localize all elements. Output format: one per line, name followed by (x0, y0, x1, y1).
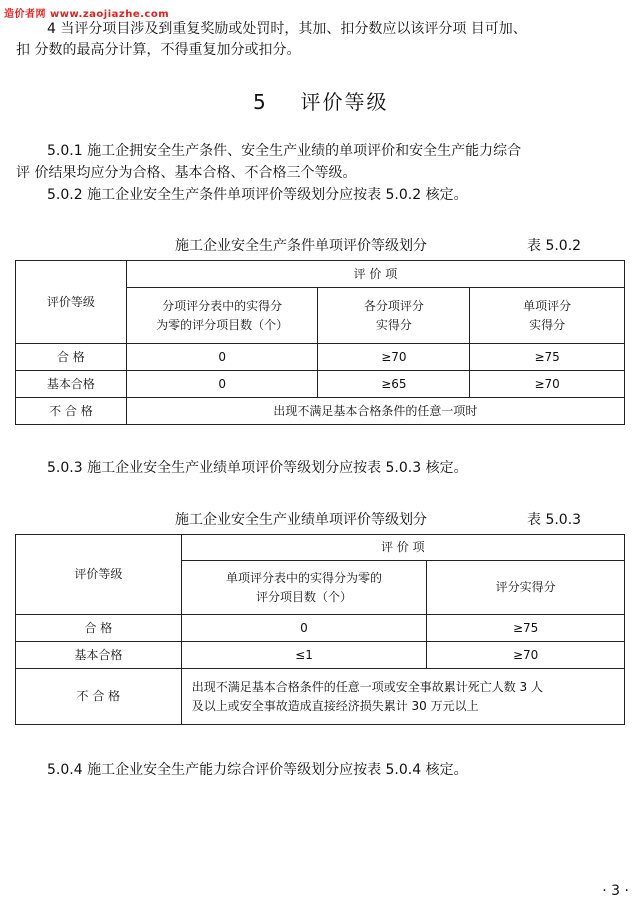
grade-cell: 基本合格 (16, 642, 182, 669)
table-row (16, 642, 625, 669)
table-cell: ≥70 (470, 371, 625, 398)
section-title: 评价等级 (300, 90, 389, 114)
table1-header-grade: 评价等级 (16, 261, 127, 344)
grade-cell: 基本合格 (16, 371, 127, 398)
table1-caption: 施工企业安全生产条件单项评价等级划分 (175, 238, 427, 254)
section-number: 5 (253, 90, 268, 114)
table-cell: 出现不满足基本合格条件的任意一项时 (126, 398, 624, 425)
p504: 5.0.4 施工企业安全生产能力综合评价等级划分应按表 5.0.4 核定。 (47, 762, 468, 778)
p503: 5.0.3 施工企业安全生产业绩单项评价等级划分应按表 5.0.3 核定。 (47, 460, 468, 476)
p502: 5.0.2 施工企业安全生产条件单项评价等级划分应按表 5.0.2 核定。 (47, 187, 468, 203)
table1-header-sub2: 各分项评分 实得分 (318, 288, 470, 344)
table-cell: 0 (126, 344, 318, 371)
table2-header-sub1: 单项评分表中的实得分为零的 评分项目数（个） (181, 561, 427, 615)
grade-cell: 合 格 (16, 615, 182, 642)
table-cell: ≥75 (470, 344, 625, 371)
grade-cell: 不 合 格 (16, 398, 127, 425)
table-row (16, 371, 625, 398)
table-cell: ≥75 (427, 615, 625, 642)
table1-number: 表 5.0.2 (527, 238, 582, 254)
table1-header-sub1: 分项评分表中的实得分 为零的评分项目数（个） (126, 288, 318, 344)
table1-header-sub3: 单项评分 实得分 (470, 288, 625, 344)
grade-cell: 合 格 (16, 344, 127, 371)
table-cell: 0 (126, 371, 318, 398)
section-heading (253, 86, 388, 115)
table-row (16, 398, 625, 425)
table2-caption: 施工企业安全生产业绩单项评价等级划分 (175, 512, 427, 528)
table1 (15, 260, 625, 425)
table-cell: 0 (181, 615, 427, 642)
table2 (15, 534, 625, 725)
para4-line2: 扣 分数的最高分计算，不得重复加分或扣分。 (16, 42, 301, 58)
watermark-site: 造价者网 www.zaojiazhe.com (4, 9, 170, 20)
table2-header-grade: 评价等级 (16, 535, 182, 615)
table-cell: ≥70 (427, 642, 625, 669)
table-row (16, 615, 625, 642)
table-cell: ≤1 (181, 642, 427, 669)
table-cell: 出现不满足基本合格条件的任意一项或安全事故累计死亡人数 3 人 及以上或安全事故造成直接经济损失累计 30 万元以上 (181, 669, 624, 725)
table-row (16, 344, 625, 371)
table-cell: ≥70 (318, 344, 470, 371)
table-cell: ≥65 (318, 371, 470, 398)
para4-line1: 4 当评分项目涉及到重复奖励或处罚时，其加、扣分数应以该评分项 目可加、 (47, 21, 527, 37)
page-number: · 3 · (602, 883, 629, 899)
table2-header-group: 评 价 项 (181, 535, 624, 561)
table-row (16, 669, 625, 725)
p501-line2: 评 价结果均应分为合格、基本合格、不合格三个等级。 (16, 165, 357, 181)
table2-header-sub2: 评分实得分 (427, 561, 625, 615)
p501-line1: 5.0.1 施工企拥安全生产条件、安全生产业绩的单项评价和安全生产能力综合 (47, 143, 522, 159)
table1-header-group: 评 价 项 (126, 261, 624, 288)
grade-cell: 不 合 格 (16, 669, 182, 725)
table2-number: 表 5.0.3 (527, 512, 582, 528)
